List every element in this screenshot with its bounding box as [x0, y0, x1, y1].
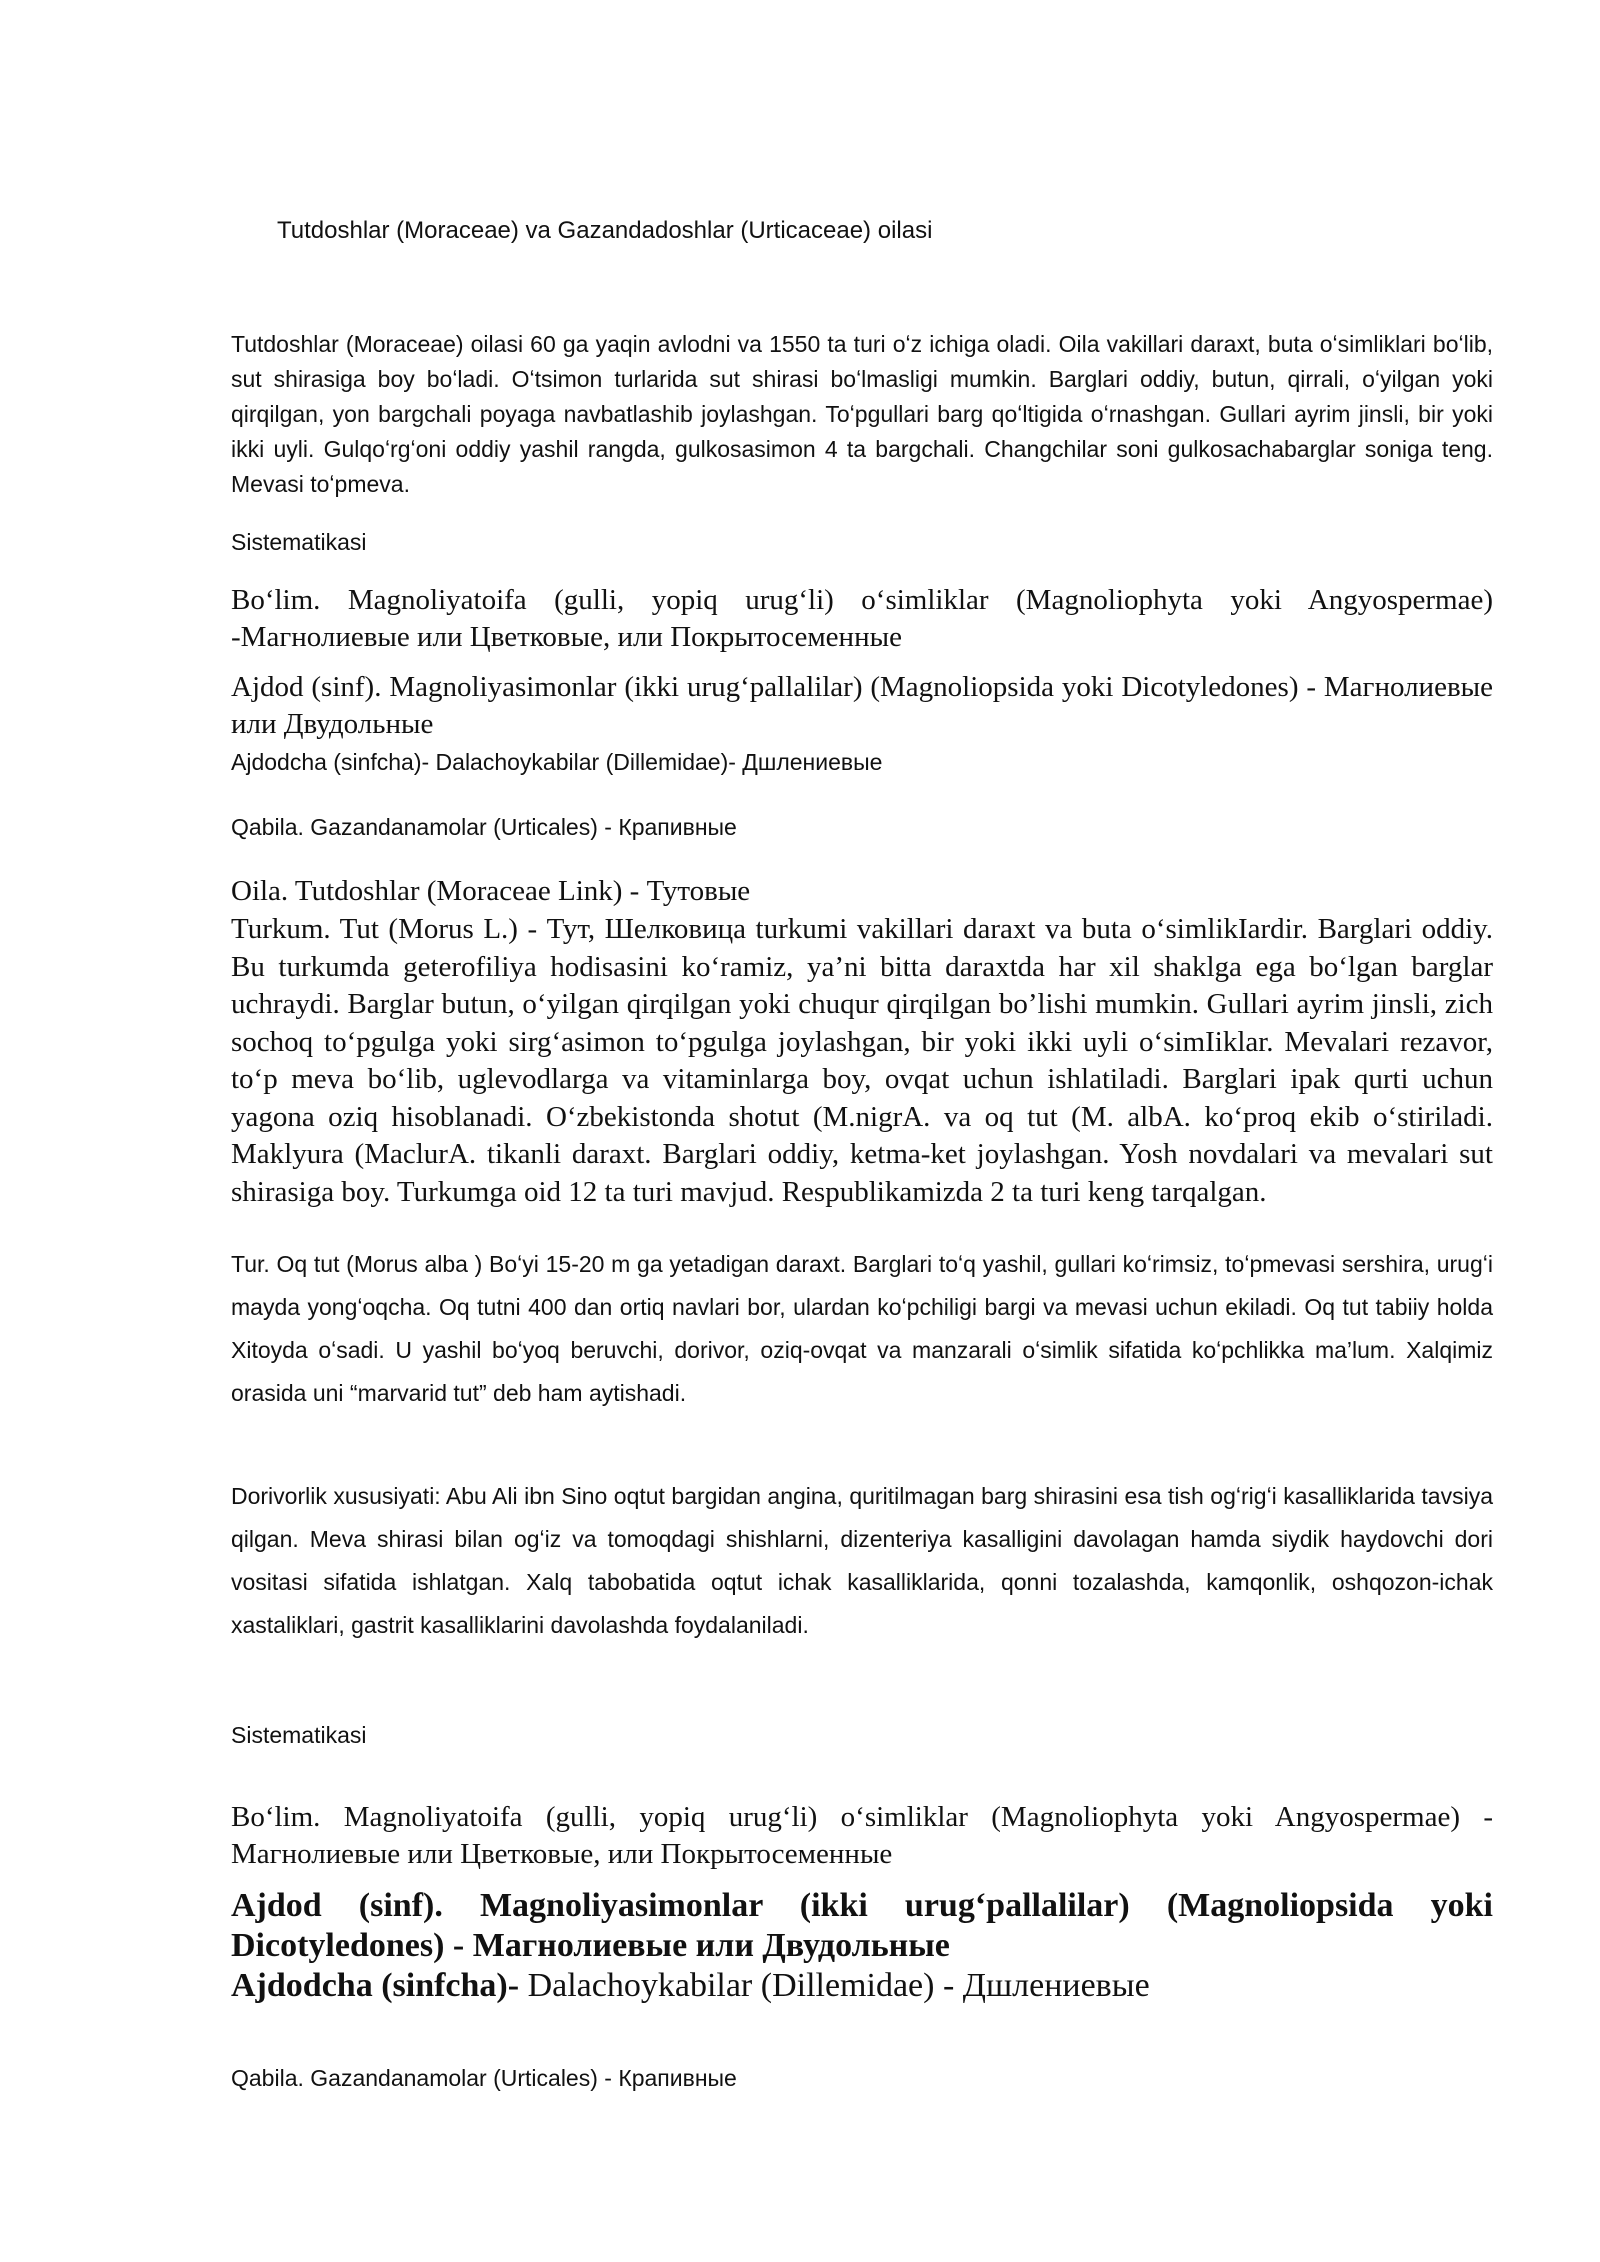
class-line-1: Ajdod (sinf). Magnoliyasimonlar (ikki urugʻpallalilar) (Magnoliopsida yoki Dicotyledones) - Магнолиевые или Двудольные — [231, 671, 1493, 740]
systematics-heading-1: Sistematikasi — [231, 529, 367, 555]
order-line-2: Qabila. Gazandanamolar (Urticales) - Крапивные — [231, 2065, 737, 2091]
subclass-name: Dalachoykabilar (Dillemidae) - Дшлениевые — [519, 1967, 1150, 2004]
species-paragraph: Tur. Oq tut (Morus alba ) Boʻyi 15-20 m ga yetadigan daraxt. Barglari toʻq yashil, gullari koʻrimsiz, toʻpmevasi sershira, urugʻi mayda yongʻoqcha. Oq tutni 400 dan ortiq navlari bor, ulardan koʻpchiligi bargi va mevasi uchun ekiladi. Oq tut tabiiy holda Xitoyda oʻsadi. U yashil boʻyoq beruvchi, dorivor, oziq-ovqat va manzarali oʻsimlik sifatida koʻpchlikka ma’lum. Xalqimiz orasida uni “marvarid tut” deb ham aytishadi. — [231, 1251, 1493, 1406]
systematics-heading-2: Sistematikasi — [231, 1722, 367, 1748]
subclass-bold-label: Ajdodcha (sinfcha)- — [231, 1967, 520, 2004]
family-line: Oila. Tutdoshlar (Moraceae Link) - Тутовые — [231, 875, 751, 907]
page-title: Tutdoshlar (Moraceae) va Gazandadoshlar (Urticaceae) oilasi — [277, 217, 933, 244]
medicinal-paragraph: Dorivorlik xususiyati: Abu Ali ibn Sino oqtut bargidan angina, quritilmagan barg shirasini esa tish ogʻrigʻi kasalliklarida tavsiya qilgan. Meva shirasi bilan ogʻiz va tomoqdagi shishlarni, dizenteriya kasalligini davolagan hamda siydik haydovchi dori vositasi sifatida ishlatgan. Xalq tabobatida oqtut ichak kasalliklarida, qonni tozalashda, kamqonlik, oshqozon-ichak xastaliklari, gastrit kasalliklarini davolashda foydalaniladi. — [231, 1483, 1493, 1638]
subclass-line-2 — [231, 1966, 1493, 2006]
genus-paragraph: Turkum. Tut (Morus L.) - Тут, Шелковица turkumi vakillari daraxt va buta oʻsimlikIardir. Barglari oddiy. Bu turkumda geterofiliya hodisasini koʻramiz, ya’ni bitta daraxtda har xil shaklga ega boʻlgan barglar uchraydi. Barglar butun, oʻyilgan qirqilgan yoki chuqur qirqilgan bo’lishi mumkin. Gullari ayrim jinsli, zich sochoq toʻpgulga yoki sirgʻasimon toʻpgulga joylashgan, bir yoki ikki uyli oʻsimIiklar. Mevalari rezavor, toʻp meva boʻlib, uglevodlarga va vitaminlarga boy, ovqat uchun ishlatiladi. Barglari ipak qurti uchun yagona oziq hisoblanadi. Oʻzbekistonda shotut (M.nigrA. va oq tut (M. albA. koʻproq ekib oʻstiriladi. Maklyura (MaclurA. tikanli daraxt. Barglari oddiy, ketma-ket joylashgan. Yosh novdalari va mevalari sut shirasiga boy. Turkumga oid 12 ta turi mavjud. Respublikamizda 2 ta turi keng tarqalgan. — [231, 913, 1493, 1208]
intro-paragraph: Tutdoshlar (Moraceae) oilasi 60 ga yaqin avlodni va 1550 ta turi oʻz ichiga oladi. Oila vakillari daraxt, buta oʻsimliklari boʻlib, sut shirasiga boy boʻladi. Oʻtsimon turlarida sut shirasi boʻlmasligi mumkin. Barglari oddiy, butun, qirrali, oʻyilgan yoki qirqilgan, yon bargchali poyaga navbatlashib joylashgan. Toʻpgullari barg qoʻltigida oʻrnashgan. Gullari ayrim jinsli, bir yoki ikki uyli. Gulqoʻrgʻoni oddiy yashil rangda, gulkosasimon 4 ta bargchali. Changchilar soni gulkosachabarglar soniga teng. Mevasi toʻpmeva. — [231, 331, 1493, 497]
order-line-1: Qabila. Gazandanamolar (Urticales) - Крапивные — [231, 814, 737, 840]
class-line-2: Ajdod (sinf). Magnoliyasimonlar (ikki urugʻpallalilar) (Magnoliopsida yoki Dicotyledones) - Магнолиевые или Двудольные — [231, 1887, 1493, 1964]
division-line-1: Boʻlim. Magnoliyatoifa (gulli, yopiq urugʻli) oʻsimliklar (Magnoliophyta yoki Angyospermae) -Магнолиевые или Цветковые, или Покрытосеменные — [231, 584, 1493, 653]
subclass-line-1: Ajdodcha (sinfcha)- Dalachoykabilar (Dillemidae)- Дшлениевые — [231, 749, 883, 775]
division-line-2: Boʻlim. Magnoliyatoifa (gulli, yopiq urugʻli) oʻsimliklar (Magnoliophyta yoki Angyospermae) - Магнолиевые или Цветковые, или Покрытосеменные — [231, 1801, 1493, 1870]
